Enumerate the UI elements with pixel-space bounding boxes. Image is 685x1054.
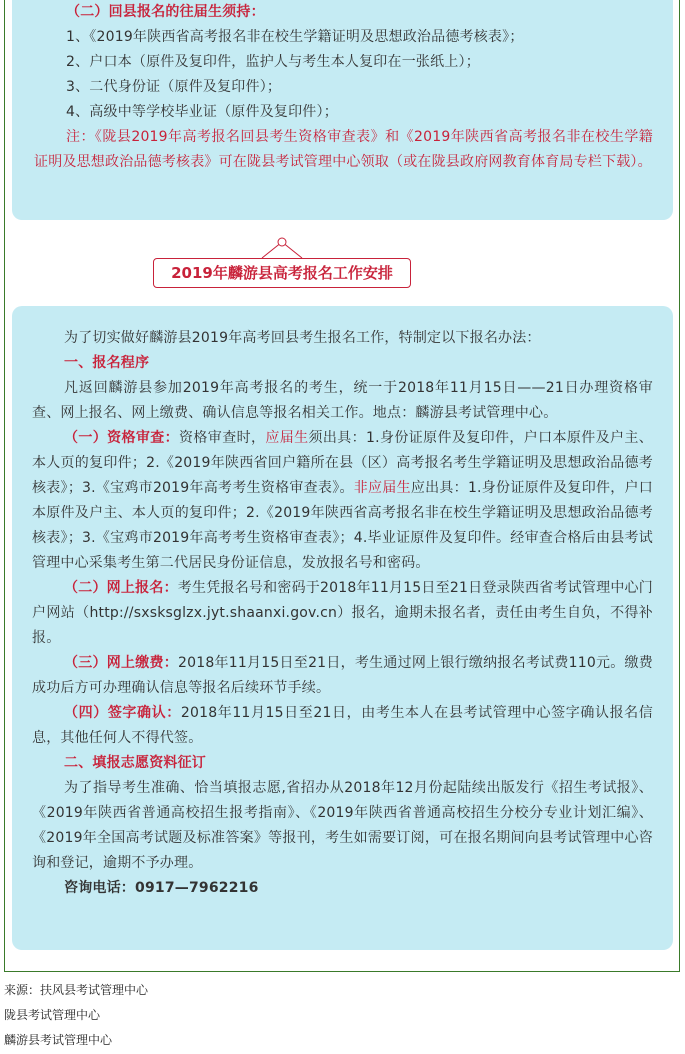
online-payment (32, 651, 653, 701)
step-label: （四）签字确认： (64, 705, 181, 721)
source-line: 陇县考试管理中心 (4, 1008, 101, 1022)
qualification-review (32, 426, 653, 576)
source-info (4, 978, 148, 1053)
subscription-text: 为了指导考生准确、恰当填报志愿,省招办从2018年12月份起陆续出版发行《招生考试报》、《2019年陕西省普通高校招生报考指南》、《2019年陕西省普通高校招生分校分专业计划汇编》、《2019年全国高考试题及标准答案》等报刊，考生如需要订阅，可在报名期间向县考试管理中心咨询和登记，逾期不予办理。 (32, 780, 653, 871)
step-label: （二）网上报名： (64, 580, 178, 596)
source-line: 来源：扶风县考试管理中心 (4, 983, 149, 997)
highlight-past-grads: 非应届生 (353, 480, 411, 496)
step-label: （一）资格审查： (64, 430, 180, 446)
step-text: 2018年11月15日至21日，由考生本人在县考试管理中心签字确认报名信息，其他任何人不得代签。 (32, 705, 653, 746)
step-text: 应出具：1.身份证原件及复印件，户口本原件及户主、本人页的复印件；2.《2019年陕西省高考报名非在校生学籍证明及思想政治品德考核表》；3.《宝鸡市2019年高考考生资格审查表》；4.毕业证原件及复印件。经审查合格后由县考试管理中心采集考生第二代居民身份证信息，发放报名号和密码。 (32, 480, 653, 571)
step-text: 资格审查时， (179, 430, 266, 446)
requirement-item-3: 3、二代身份证（原件及复印件）； (66, 79, 282, 95)
section-heading: （二）回县报名的往届生须持： (66, 4, 265, 20)
note-text: 注：《陇县2019年高考报名回县考生资格审查表》和《2019年陕西省高考报名非在校生学籍证明及思想政治品德考核表》可在陇县考试管理中心领取（或在陇县政府网教育体育局专栏下载）。 (34, 129, 653, 170)
highlight-fresh-grads: 应届生 (265, 430, 309, 446)
procedure-text: 凡返回麟游县参加2019年高考报名的考生，统一于2018年11月15日——21日办理资格审查、网上报名、网上缴费、确认信息等报名相关工作。地点：麟游县考试管理中心。 (32, 380, 653, 421)
requirement-item-4: 4、高级中等学校毕业证（原件及复印件）； (66, 104, 338, 120)
heading-subscription: 二、填报志愿资料征订 (64, 755, 206, 771)
step-text: 2018年11月15日至21日，考生通过网上银行缴纳报名考试费110元。缴费成功后方可办理确认信息等报名后续环节手续。 (32, 655, 653, 696)
contact-phone: 咨询电话：0917—7962216 (64, 880, 259, 896)
title-pointer-icon (260, 236, 304, 260)
returning-students-box (12, 0, 673, 220)
step-text: 考生凭报名号和密码于2018年11月15日至21日登录陕西省考试管理中心门户网站（http://sxsksglzx.jyt.shaanxi.gov.cn）报名，逾期未报名者，责任由考生自负，不得补报。 (32, 580, 653, 646)
requirement-item-2: 2、户口本（原件及复印件，监护人与考生本人复印在一张纸上）； (66, 54, 480, 70)
online-registration (32, 576, 653, 651)
registration-schedule-box (12, 306, 673, 950)
intro-text: 为了切实做好麟游县2019年高考回县考生报名工作，特制定以下报名办法： (64, 330, 541, 346)
signature-confirmation (32, 701, 653, 751)
source-line: 麟游县考试管理中心 (4, 1033, 113, 1047)
step-label: （三）网上缴费： (64, 655, 179, 671)
heading-procedure: 一、报名程序 (64, 355, 150, 371)
step-text: 须出具：1.身份证原件及复印件，户口本原件及户主、本人页的复印件；2.《2019年陕西省回户籍所在县（区）高考报名考生学籍证明及思想政治品德考核表》；3.《宝鸡市2019年高考考生资格审查表》。 (32, 430, 654, 496)
section-title: 2019年麟游县高考报名工作安排 (153, 258, 411, 288)
requirement-item-1: 1、《2019年陕西省高考报名非在校生学籍证明及思想政治品德考核表》； (66, 29, 524, 45)
